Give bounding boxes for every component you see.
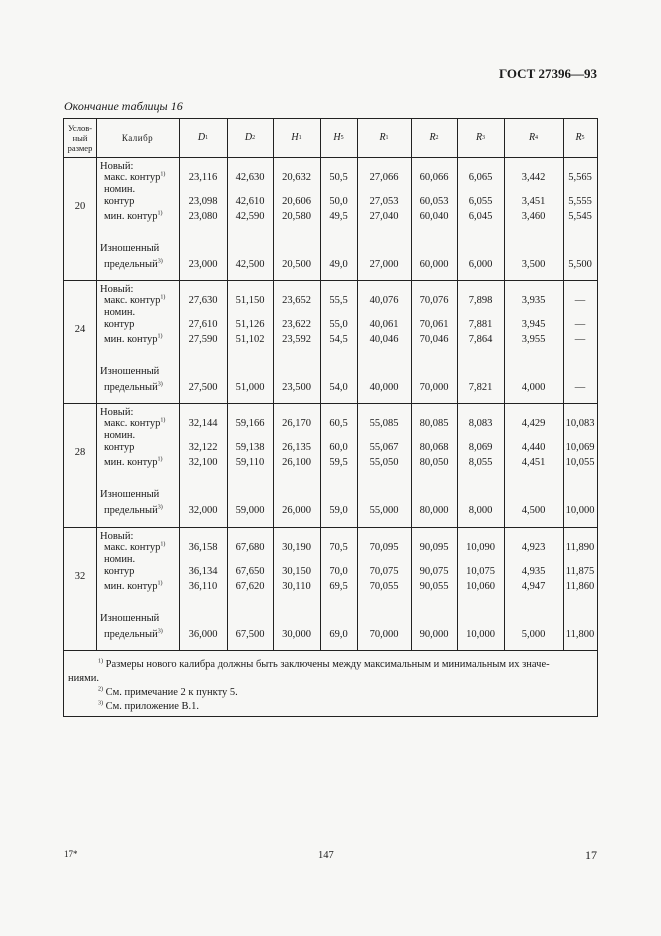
cell-min: 4,947 — [521, 581, 546, 592]
cell-worn: 8,000 — [468, 505, 493, 516]
cell-max: 4,923 — [521, 542, 546, 553]
cell-min: 23,592 — [282, 334, 311, 345]
cell-worn: 3,500 — [521, 259, 546, 270]
header-size-line: размер — [67, 143, 93, 153]
cell-min: 4,451 — [521, 457, 546, 468]
cell-min: 32,100 — [188, 457, 218, 468]
label-worn-limit — [104, 505, 163, 516]
cell-min: 59,110 — [235, 457, 265, 468]
cell-min: 70,055 — [369, 581, 399, 592]
label-min-contour — [104, 581, 163, 592]
cell-nom: 8,069 — [468, 442, 493, 453]
cell-max: 20,632 — [282, 172, 311, 183]
cell-nom: 27,053 — [369, 196, 399, 207]
cell-max: 70,5 — [329, 542, 348, 553]
footnote-text: См. примечание 2 к пункту 5. — [105, 687, 238, 698]
cell-nom: 30,150 — [282, 566, 311, 577]
cell-nom: 50,0 — [329, 196, 348, 207]
column-divider — [96, 119, 97, 650]
label-max-contour — [104, 418, 165, 429]
label-worn-limit-sup: 3) — [157, 628, 163, 635]
cell-max: 23,652 — [282, 295, 311, 306]
label-new: Новый: — [100, 284, 134, 295]
group-divider — [64, 280, 597, 281]
cell-min: 5,545 — [568, 211, 592, 222]
cell-worn: 23,000 — [188, 259, 218, 270]
cell-worn: 27,500 — [188, 382, 218, 393]
cell-nom: 80,068 — [419, 442, 449, 453]
cell-nom: 40,061 — [369, 319, 399, 330]
label-max-contour-text: макс. контур — [104, 418, 161, 429]
footer-page-number: 147 — [318, 850, 334, 861]
cell-nom: 11,875 — [565, 566, 595, 577]
header-symbol: R — [429, 132, 436, 143]
label-nom: номин. — [104, 184, 136, 195]
header-r3 — [457, 119, 504, 157]
cell-worn: 7,821 — [468, 382, 493, 393]
cell-worn: 40,000 — [369, 382, 399, 393]
size-value: 24 — [74, 324, 86, 335]
cell-worn: 27,000 — [369, 259, 399, 270]
label-min-contour-sup: 1) — [157, 456, 163, 463]
cell-min: 60,040 — [419, 211, 449, 222]
header-d2 — [227, 119, 273, 157]
header-divider — [64, 157, 597, 158]
header-symbol: R — [575, 132, 582, 143]
cell-min: 40,046 — [369, 334, 399, 345]
footer-sheet-mark: 17* — [64, 849, 78, 859]
cell-worn: 59,0 — [329, 505, 348, 516]
cell-max: 51,150 — [235, 295, 265, 306]
label-worn: Изношенный — [100, 366, 160, 377]
cell-nom: 60,0 — [329, 442, 348, 453]
cell-nom: 5,555 — [568, 196, 592, 207]
label-worn: Изношенный — [100, 489, 160, 500]
cell-min: 80,050 — [419, 457, 449, 468]
standard-number: ГОСТ 27396—93 — [498, 66, 597, 81]
label-min-contour-sup: 1) — [157, 333, 163, 340]
header-symbol: D — [197, 132, 206, 143]
label-max-contour-sup: 1) — [160, 417, 166, 424]
footnote — [64, 686, 599, 700]
cell-min: 8,055 — [468, 457, 493, 468]
label-min-contour-text: мин. контур — [104, 457, 158, 468]
cell-min: 11,860 — [565, 581, 595, 592]
cell-worn: 4,500 — [521, 505, 546, 516]
cell-max: 4,429 — [521, 418, 546, 429]
cell-min: 27,590 — [188, 334, 218, 345]
cell-worn: 60,000 — [419, 259, 449, 270]
header-subscript: 1 — [385, 135, 389, 141]
cell-max: 36,158 — [188, 542, 218, 553]
cell-nom: 51,126 — [235, 319, 265, 330]
cell-nom: 26,135 — [282, 442, 311, 453]
header-size-line: Услов- — [67, 123, 93, 133]
label-min-contour-sup: 1) — [157, 580, 163, 587]
label-min-contour-text: мин. контур — [104, 211, 158, 222]
footer-standard-page: 17 — [585, 848, 597, 862]
cell-max: 23,116 — [188, 172, 218, 183]
cell-nom: 59,138 — [235, 442, 265, 453]
cell-worn: 70,000 — [369, 629, 399, 640]
label-worn-limit-text: предельный — [104, 259, 158, 270]
cell-min: 51,102 — [235, 334, 265, 345]
label-min-contour-sup: 1) — [157, 210, 163, 217]
cell-max: 10,083 — [565, 418, 595, 429]
cell-worn: 11,800 — [565, 629, 595, 640]
cell-min: — — [574, 334, 586, 345]
label-nom: номин. — [104, 307, 136, 318]
label-worn: Изношенный — [100, 243, 160, 254]
cell-max: 90,095 — [419, 542, 449, 553]
header-symbol: H — [291, 132, 299, 143]
cell-nom: 10,075 — [466, 566, 495, 577]
cell-min: 36,110 — [188, 581, 218, 592]
cell-min: 20,580 — [282, 211, 311, 222]
header-subscript: 2 — [435, 135, 439, 141]
cell-max: 55,5 — [329, 295, 348, 306]
label-min-contour — [104, 334, 163, 345]
cell-max: 70,076 — [419, 295, 449, 306]
cell-max: — — [574, 295, 586, 306]
label-worn-limit-sup: 3) — [157, 504, 163, 511]
cell-min: 42,590 — [235, 211, 265, 222]
label-max-contour — [104, 172, 165, 183]
cell-nom: 4,440 — [521, 442, 546, 453]
header-subscript: 4 — [535, 135, 539, 141]
cell-nom: — — [574, 319, 586, 330]
cell-max: 59,166 — [235, 418, 265, 429]
label-new: Новый: — [100, 407, 134, 418]
cell-nom: 90,075 — [419, 566, 449, 577]
cell-worn: — — [574, 382, 586, 393]
cell-worn: 20,500 — [282, 259, 311, 270]
cell-nom: 23,098 — [188, 196, 218, 207]
cell-max: 7,898 — [468, 295, 493, 306]
cell-min: 10,060 — [466, 581, 495, 592]
cell-nom: 3,451 — [521, 196, 546, 207]
cell-nom: 36,134 — [188, 566, 218, 577]
label-max-contour-text: макс. контур — [104, 295, 161, 306]
cell-max: 60,066 — [419, 172, 449, 183]
header-subscript: 2 — [252, 135, 256, 141]
cell-max: 26,170 — [282, 418, 311, 429]
header-subscript: 5 — [581, 135, 585, 141]
header-r5 — [563, 119, 597, 157]
cell-nom: 67,650 — [235, 566, 265, 577]
label-worn-limit-text: предельный — [104, 629, 158, 640]
cell-nom: 23,622 — [282, 319, 311, 330]
label-min-contour — [104, 457, 163, 468]
table-caption: Окончание таблицы 16 — [64, 99, 183, 113]
header-subscript: 3 — [482, 135, 486, 141]
cell-worn: 5,000 — [521, 629, 546, 640]
cell-max: 30,190 — [282, 542, 311, 553]
cell-worn: 36,000 — [188, 629, 218, 640]
cell-min: 23,080 — [188, 211, 218, 222]
cell-worn: 4,000 — [521, 382, 546, 393]
cell-max: 8,083 — [468, 418, 493, 429]
header-gauge: Калибр — [121, 133, 154, 143]
label-nom-contour: контур — [104, 566, 135, 577]
cell-min: 10,055 — [565, 457, 595, 468]
label-max-contour — [104, 542, 165, 553]
header-r4 — [504, 119, 563, 157]
cell-worn: 55,000 — [369, 505, 399, 516]
label-worn: Изношенный — [100, 613, 160, 624]
cell-max: 40,076 — [369, 295, 399, 306]
header-symbol: R — [379, 132, 386, 143]
cell-worn: 30,000 — [282, 629, 311, 640]
cell-max: 27,066 — [369, 172, 399, 183]
label-nom-contour: контур — [104, 442, 135, 453]
cell-worn: 26,000 — [282, 505, 311, 516]
cell-nom: 4,935 — [521, 566, 546, 577]
cell-max: 6,065 — [468, 172, 493, 183]
header-h1 — [273, 119, 320, 157]
cell-nom: 27,610 — [188, 319, 218, 330]
cell-max: 11,890 — [565, 542, 595, 553]
cell-min: 55,050 — [369, 457, 399, 468]
label-nom: номин. — [104, 554, 136, 565]
label-max-contour-sup: 1) — [160, 541, 166, 548]
label-worn-limit — [104, 259, 163, 270]
group-divider — [64, 527, 597, 528]
group-divider — [64, 403, 597, 404]
cell-max: 50,5 — [329, 172, 348, 183]
label-new: Новый: — [100, 531, 134, 542]
cell-worn: 59,000 — [235, 505, 265, 516]
cell-worn: 42,500 — [235, 259, 265, 270]
footnote — [64, 700, 599, 714]
header-h5 — [320, 119, 357, 157]
label-worn-limit-text: предельный — [104, 382, 158, 393]
cell-min: 6,045 — [468, 211, 493, 222]
cell-nom: 42,610 — [235, 196, 265, 207]
header-symbol: R — [475, 132, 483, 143]
label-nom-contour: контур — [104, 196, 135, 207]
cell-worn: 23,500 — [282, 382, 311, 393]
footnote-text: Размеры нового калибра должны быть заключены между максимальным и минимальным их значе- — [105, 659, 550, 670]
label-max-contour-sup: 1) — [160, 171, 166, 178]
label-max-contour-sup: 1) — [160, 294, 166, 301]
cell-max: 60,5 — [329, 418, 348, 429]
cell-nom: 6,055 — [468, 196, 493, 207]
cell-max: 70,095 — [369, 542, 399, 553]
header-symbol: H — [333, 132, 341, 143]
footnote-text: ниями. — [68, 673, 99, 684]
header-subscript: 5 — [340, 135, 344, 141]
header-r2 — [411, 119, 457, 157]
cell-worn: 80,000 — [419, 505, 449, 516]
cell-min: 7,864 — [468, 334, 493, 345]
cell-max: 3,935 — [521, 295, 546, 306]
cell-nom: 60,053 — [419, 196, 449, 207]
cell-worn: 54,0 — [329, 382, 348, 393]
cell-min: 3,460 — [521, 211, 546, 222]
cell-max: 5,565 — [568, 172, 592, 183]
cell-min: 54,5 — [329, 334, 348, 345]
cell-max: 3,442 — [521, 172, 546, 183]
label-max-contour-text: макс. контур — [104, 172, 161, 183]
cell-nom: 70,075 — [369, 566, 399, 577]
header-d1 — [179, 119, 227, 157]
label-max-contour-text: макс. контур — [104, 542, 161, 553]
footnote-mark: 3) — [98, 700, 103, 707]
header-subscript: 1 — [205, 135, 209, 141]
header-size — [64, 119, 96, 157]
label-min-contour-text: мин. контур — [104, 581, 158, 592]
label-new: Новый: — [100, 161, 134, 172]
data-table — [63, 118, 598, 717]
cell-nom: 55,0 — [329, 319, 348, 330]
size-value: 28 — [74, 447, 86, 458]
cell-nom: 32,122 — [188, 442, 218, 453]
label-min-contour — [104, 211, 163, 222]
cell-min: 49,5 — [329, 211, 348, 222]
footnote-mark: 1) — [98, 658, 103, 665]
label-worn-limit-sup: 3) — [157, 258, 163, 265]
cell-nom: 10,069 — [565, 442, 595, 453]
size-value: 32 — [74, 571, 86, 582]
cell-worn: 49,0 — [329, 259, 348, 270]
header-symbol: R — [528, 132, 536, 143]
cell-nom: 3,945 — [521, 319, 546, 330]
cell-min: 69,5 — [329, 581, 348, 592]
header-size-line: ный — [72, 133, 88, 143]
size-value: 20 — [74, 201, 86, 212]
label-worn-limit — [104, 382, 163, 393]
label-min-contour-text: мин. контур — [104, 334, 158, 345]
footnote — [64, 658, 599, 672]
label-nom-contour: контур — [104, 319, 135, 330]
cell-min: 67,620 — [235, 581, 265, 592]
label-worn-limit-sup: 3) — [157, 381, 163, 388]
label-max-contour — [104, 295, 165, 306]
cell-worn: 32,000 — [188, 505, 218, 516]
header-r1 — [357, 119, 411, 157]
cell-worn: 10,000 — [565, 505, 595, 516]
label-worn-limit — [104, 629, 163, 640]
cell-nom: 70,0 — [329, 566, 348, 577]
header-subscript: 1 — [298, 135, 302, 141]
cell-max: 55,085 — [369, 418, 399, 429]
cell-worn: 69,0 — [329, 629, 348, 640]
cell-max: 32,144 — [188, 418, 218, 429]
cell-max: 42,630 — [235, 172, 265, 183]
cell-worn: 70,000 — [419, 382, 449, 393]
label-nom: номин. — [104, 430, 136, 441]
cell-min: 59,5 — [329, 457, 348, 468]
cell-worn: 6,000 — [468, 259, 493, 270]
cell-min: 90,055 — [419, 581, 449, 592]
cell-worn: 67,500 — [235, 629, 265, 640]
header-symbol: D — [244, 132, 253, 143]
cell-min: 70,046 — [419, 334, 449, 345]
cell-max: 67,680 — [235, 542, 265, 553]
footnote-divider — [64, 650, 597, 651]
label-worn-limit-text: предельный — [104, 505, 158, 516]
cell-min: 30,110 — [282, 581, 311, 592]
cell-max: 10,090 — [466, 542, 495, 553]
cell-max: 80,085 — [419, 418, 449, 429]
cell-worn: 51,000 — [235, 382, 265, 393]
footnote-text: См. приложение В.1. — [105, 701, 200, 712]
cell-nom: 70,061 — [419, 319, 449, 330]
cell-worn: 90,000 — [419, 629, 449, 640]
cell-min: 27,040 — [369, 211, 399, 222]
cell-worn: 10,000 — [466, 629, 495, 640]
cell-nom: 7,881 — [468, 319, 493, 330]
cell-min: 3,955 — [521, 334, 546, 345]
footnote — [64, 672, 599, 686]
cell-max: 27,630 — [188, 295, 218, 306]
footnote-mark: 2) — [98, 686, 103, 693]
cell-nom: 55,067 — [369, 442, 399, 453]
cell-nom: 20,606 — [282, 196, 311, 207]
cell-min: 26,100 — [282, 457, 311, 468]
cell-worn: 5,500 — [568, 259, 592, 270]
